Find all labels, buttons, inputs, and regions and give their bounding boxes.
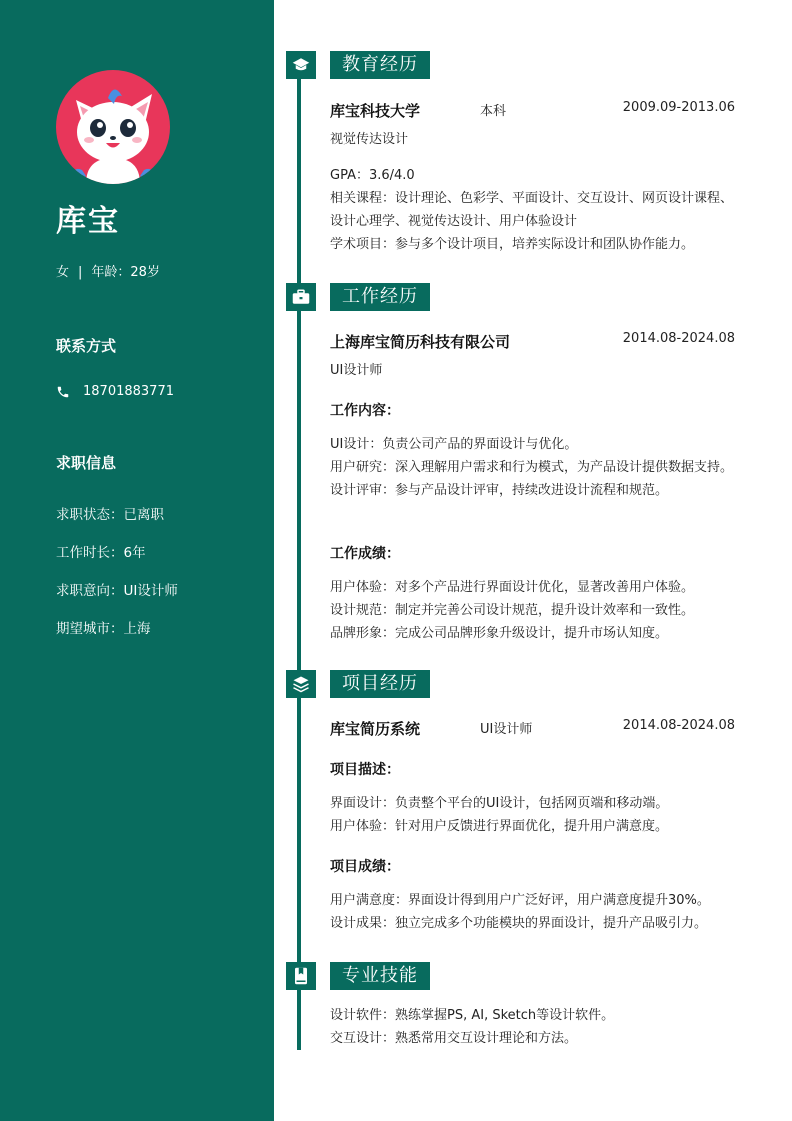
project-name: 库宝简历系统 — [330, 720, 421, 738]
cat-mascot-icon — [56, 70, 170, 184]
major: 视觉传达设计 — [330, 132, 409, 147]
project-result-item: 用户满意度：界面设计得到用户广泛好评，用户满意度提升30%。 — [330, 893, 710, 908]
school-name: 库宝科技大学 — [330, 102, 421, 120]
layers-icon — [292, 675, 310, 693]
project-role: UI设计师 — [480, 722, 533, 737]
work-results-title: 工作成绩： — [330, 546, 400, 562]
job-status: 求职状态：已离职 — [56, 507, 164, 523]
job-intention: 求职意向：UI设计师 — [56, 583, 178, 599]
phone-number: 18701883771 — [83, 384, 174, 399]
work-content-item: UI设计：负责公司产品的界面设计与优化。 — [330, 437, 578, 452]
basic-info — [56, 261, 160, 280]
age: 年龄：28岁 — [91, 265, 160, 280]
education-section-title: 教育经历 — [330, 51, 430, 79]
education-period: 2009.09-2013.06 — [622, 100, 735, 115]
skill-item: 交互设计：熟悉常用交互设计理论和方法。 — [330, 1031, 578, 1046]
work-years: 工作时长：6年 — [56, 545, 146, 561]
project-desc-item: 用户体验：针对用户反馈进行界面优化，提升用户满意度。 — [330, 819, 669, 834]
education-details — [330, 164, 740, 256]
project-desc-item: 界面设计：负责整个平台的UI设计，包括网页端和移动端。 — [330, 796, 669, 811]
book-icon — [293, 967, 309, 985]
project-desc — [330, 792, 740, 838]
academic-projects: 学术项目：参与多个设计项目，培养实际设计和团队协作能力。 — [330, 237, 695, 252]
project-desc-title: 项目描述： — [330, 762, 400, 778]
work-section-title: 工作经历 — [330, 283, 430, 311]
expected-city: 期望城市：上海 — [56, 621, 151, 637]
project-section-title: 项目经历 — [330, 670, 430, 698]
project-period: 2014.08-2024.08 — [622, 718, 735, 733]
skill-item: 设计软件：熟练掌握PS, AI, Sketch等设计软件。 — [330, 1008, 615, 1023]
company-name: 上海库宝简历科技有限公司 — [330, 333, 511, 351]
work-role: UI设计师 — [330, 363, 383, 378]
gender: 女 — [56, 265, 70, 280]
gpa: GPA：3.6/4.0 — [330, 168, 415, 183]
work-content-item: 设计评审：参与产品设计评审，持续改进设计流程和规范。 — [330, 483, 669, 498]
separator: | — [78, 265, 83, 280]
project-results-title: 项目成绩： — [330, 859, 400, 875]
work-result-item: 用户体验：对多个产品进行界面设计优化，显著改善用户体验。 — [330, 580, 695, 595]
work-result-item: 设计规范：制定并完善公司设计规范，提升设计效率和一致性。 — [330, 603, 695, 618]
project-results — [330, 889, 740, 935]
graduation-cap-icon — [292, 57, 310, 73]
candidate-name: 库宝 — [56, 204, 120, 239]
skills-list — [330, 1004, 740, 1050]
project-section-icon — [286, 670, 316, 698]
sidebar — [0, 0, 274, 1121]
project-result-item: 设计成果：独立完成多个功能模块的界面设计，提升产品吸引力。 — [330, 916, 708, 931]
work-content-item: 用户研究：深入理解用户需求和行为模式，为产品设计提供数据支持。 — [330, 460, 734, 475]
briefcase-icon — [292, 289, 310, 305]
degree: 本科 — [480, 104, 507, 119]
work-section-icon — [286, 283, 316, 311]
job-info-title: 求职信息 — [56, 454, 117, 472]
phone-icon — [56, 385, 70, 399]
work-content — [330, 433, 740, 502]
phone-row — [56, 384, 174, 399]
work-content-title: 工作内容： — [330, 403, 400, 419]
work-results — [330, 576, 740, 645]
avatar — [56, 70, 170, 184]
courses: 相关课程：设计理论、色彩学、平面设计、交互设计、网页设计课程、设计心理学、视觉传达设计、用户体验设计 — [330, 191, 734, 229]
contact-title: 联系方式 — [56, 337, 117, 355]
timeline-line — [297, 58, 301, 1050]
education-section-icon — [286, 51, 316, 79]
work-result-item: 品牌形象：完成公司品牌形象升级设计，提升市场认知度。 — [330, 626, 669, 641]
work-period: 2014.08-2024.08 — [622, 331, 735, 346]
skills-section-title: 专业技能 — [330, 962, 430, 990]
skills-section-icon — [286, 962, 316, 990]
